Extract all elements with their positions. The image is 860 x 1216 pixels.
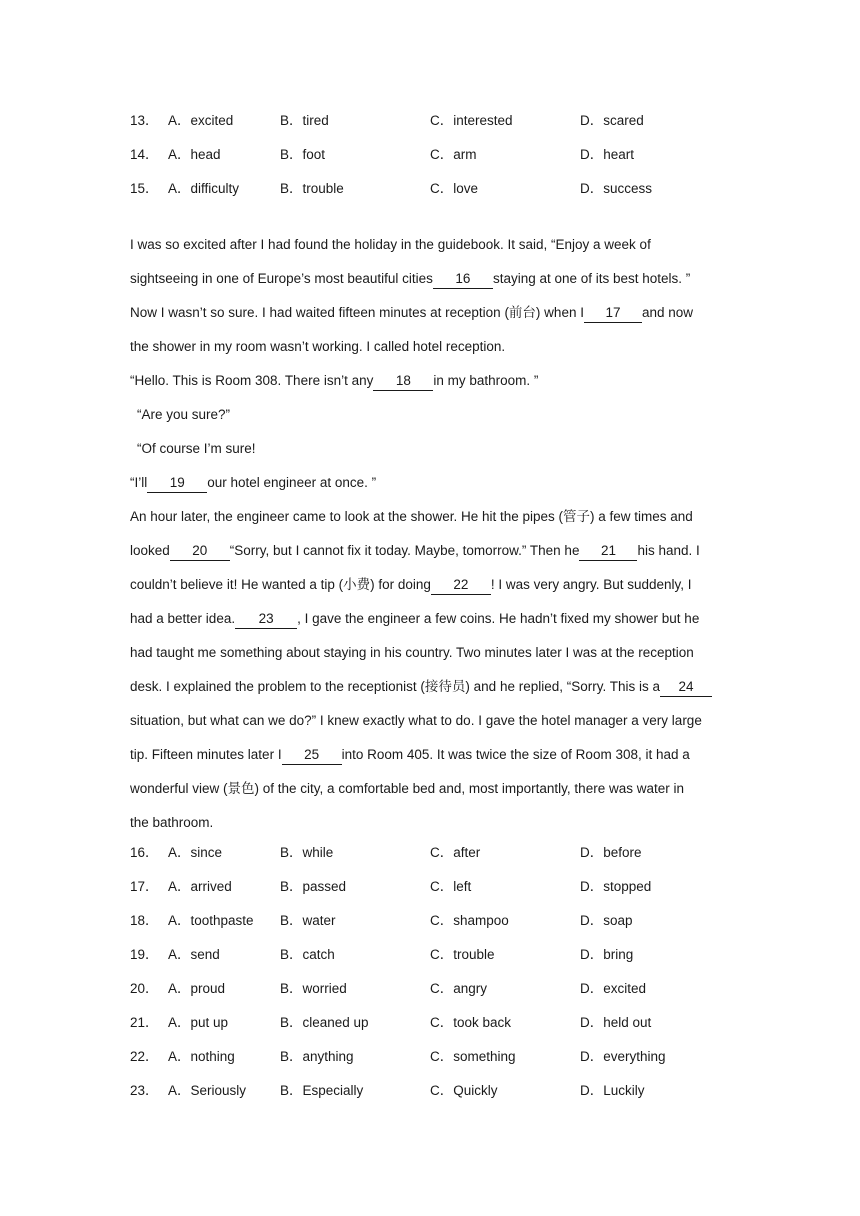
passage-line: I was so excited after I had found the holiday in the guidebook. It said, “Enjoy a week of [130, 237, 651, 252]
option-b: B．water [280, 913, 336, 928]
option-b: B．trouble [280, 181, 344, 196]
option-c: C．arm [430, 147, 477, 162]
question-number: 13． [130, 113, 159, 128]
question-row-19 [130, 938, 730, 972]
question-options-top [130, 104, 730, 206]
passage-line: desk. I explained the problem to the receptionist (接待员) and he replied, “Sorry. This is a 24 [130, 670, 730, 704]
question-row-21 [130, 1006, 730, 1040]
question-number: 17． [130, 879, 159, 894]
option-b: B．catch [280, 947, 335, 962]
option-a: A．toothpaste [168, 913, 254, 928]
question-row-18 [130, 904, 730, 938]
reading-passage [130, 228, 730, 840]
question-number: 18． [130, 913, 159, 928]
option-d: D．heart [580, 147, 635, 162]
blank-20: 20 [170, 542, 230, 561]
question-number: 21． [130, 1015, 159, 1030]
option-c: C．angry [430, 981, 488, 996]
question-row-23 [130, 1074, 730, 1108]
option-a: A．since [168, 845, 223, 860]
blank-16: 16 [433, 270, 493, 289]
blank-23: 23 [235, 610, 297, 629]
option-c: C．left [430, 879, 472, 894]
blank-17: 17 [584, 304, 642, 323]
question-number: 23． [130, 1083, 159, 1098]
option-a: A．proud [168, 981, 226, 996]
passage-line: sightseeing in one of Europe’s most beautiful cities 16 staying at one of its best hotels. ” [130, 262, 730, 296]
question-row-16 [130, 836, 730, 870]
passage-line: An hour later, the engineer came to look at the shower. He hit the pipes (管子) a few times and [130, 509, 693, 524]
option-a: A．arrived [168, 879, 232, 894]
option-a: A．difficulty [168, 181, 240, 196]
question-row-17 [130, 870, 730, 904]
option-b: B．foot [280, 147, 326, 162]
option-b: B．cleaned up [280, 1015, 369, 1030]
option-a: A．send [168, 947, 220, 962]
passage-line: “I’ll 19 our hotel engineer at once. ” [130, 466, 730, 500]
option-d: D．before [580, 845, 642, 860]
option-c: C．took back [430, 1015, 512, 1030]
question-number: 22． [130, 1049, 159, 1064]
option-d: D．everything [580, 1049, 666, 1064]
passage-line: “Are you sure?” [137, 407, 231, 422]
option-d: D．held out [580, 1015, 652, 1030]
blank-19: 19 [147, 474, 207, 493]
question-number: 19． [130, 947, 159, 962]
passage-line: situation, but what can we do?” I knew exactly what to do. I gave the hotel manager a very large [130, 713, 702, 728]
passage-line: wonderful view (景色) of the city, a comfortable bed and, most importantly, there was water in [130, 781, 684, 796]
passage-line: looked 20 “Sorry, but I cannot fix it today. Maybe, tomorrow.” Then he 21 his hand. I [130, 534, 730, 568]
option-d: D．stopped [580, 879, 652, 894]
passage-line: Now I wasn’t so sure. I had waited fifteen minutes at reception (前台) when I 17 and now [130, 296, 730, 330]
option-b: B．while [280, 845, 334, 860]
question-row-15 [130, 172, 730, 206]
blank-18: 18 [373, 372, 433, 391]
option-c: C．interested [430, 113, 513, 128]
option-a: A．Seriously [168, 1083, 247, 1098]
option-a: A．nothing [168, 1049, 235, 1064]
option-a: A．excited [168, 113, 234, 128]
question-number: 16． [130, 845, 159, 860]
blank-25: 25 [282, 746, 342, 765]
option-d: D．bring [580, 947, 634, 962]
passage-line: tip. Fifteen minutes later I 25 into Room 405. It was twice the size of Room 308, it had a [130, 738, 730, 772]
question-number: 20． [130, 981, 159, 996]
blank-21: 21 [579, 542, 637, 561]
blank-24: 24 [660, 678, 712, 697]
passage-line: “Hello. This is Room 308. There isn’t any 18 in my bathroom. ” [130, 364, 730, 398]
passage-line: had a better idea. 23 , I gave the engineer a few coins. He hadn’t fixed my shower but he [130, 602, 730, 636]
option-d: D．success [580, 181, 653, 196]
option-c: C．love [430, 181, 479, 196]
question-options-bottom [130, 836, 730, 1108]
question-row-13 [130, 104, 730, 138]
question-number: 15． [130, 181, 159, 196]
passage-line: couldn’t believe it! He wanted a tip (小费) for doing 22 ! I was very angry. But suddenly, I [130, 568, 730, 602]
option-a: A．put up [168, 1015, 229, 1030]
question-row-20 [130, 972, 730, 1006]
option-b: B．Especially [280, 1083, 364, 1098]
option-d: D．scared [580, 113, 644, 128]
option-c: C．shampoo [430, 913, 509, 928]
passage-line: the bathroom. [130, 815, 214, 830]
option-b: B．anything [280, 1049, 354, 1064]
option-c: C．something [430, 1049, 516, 1064]
passage-line: the shower in my room wasn’t working. I called hotel reception. [130, 339, 506, 354]
option-b: B．tired [280, 113, 329, 128]
option-d: D．Luckily [580, 1083, 645, 1098]
option-c: C．trouble [430, 947, 495, 962]
option-b: B．passed [280, 879, 347, 894]
passage-line: “Of course I’m sure! [137, 441, 256, 456]
question-number: 14． [130, 147, 159, 162]
passage-line: had taught me something about staying in his country. Two minutes later I was at the reception [130, 645, 694, 660]
option-d: D．soap [580, 913, 633, 928]
question-row-14 [130, 138, 730, 172]
blank-22: 22 [431, 576, 491, 595]
option-d: D．excited [580, 981, 647, 996]
question-row-22 [130, 1040, 730, 1074]
option-c: C．after [430, 845, 481, 860]
option-a: A．head [168, 147, 221, 162]
option-c: C．Quickly [430, 1083, 498, 1098]
option-b: B．worried [280, 981, 347, 996]
